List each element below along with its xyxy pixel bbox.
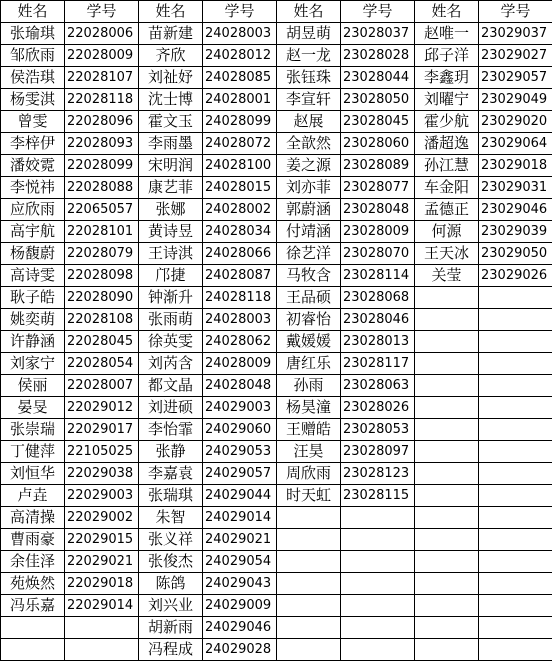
name-cell[interactable]: 刘兴业	[139, 595, 203, 617]
name-cell[interactable]: 马牧含	[277, 265, 341, 287]
student-id-cell[interactable]: 23028070	[341, 243, 415, 265]
name-cell[interactable]	[277, 573, 341, 595]
name-cell[interactable]: 赵展	[277, 111, 341, 133]
student-id-cell[interactable]	[479, 309, 552, 331]
name-cell[interactable]: 王天冰	[415, 243, 479, 265]
name-cell[interactable]: 时天虹	[277, 485, 341, 507]
table-row	[1, 529, 552, 551]
student-id-cell[interactable]: 24029043	[203, 573, 277, 595]
table-row	[1, 287, 552, 309]
name-cell[interactable]: 刘芮含	[139, 353, 203, 375]
student-id-cell[interactable]	[65, 617, 139, 639]
header-cell-name[interactable]: 姓名	[277, 1, 341, 23]
student-id-cell[interactable]: 23029049	[479, 89, 552, 111]
student-id-cell[interactable]: 24028003	[203, 309, 277, 331]
name-cell[interactable]: 李宣轩	[277, 89, 341, 111]
name-cell[interactable]	[415, 441, 479, 463]
name-cell[interactable]: 王诗淇	[139, 243, 203, 265]
name-cell[interactable]	[415, 617, 479, 639]
student-id-cell[interactable]: 24029046	[203, 617, 277, 639]
student-id-cell[interactable]: 23028115	[341, 485, 415, 507]
name-cell[interactable]: 张崇瑞	[1, 419, 65, 441]
table-row	[1, 111, 552, 133]
student-id-cell[interactable]: 23028046	[341, 309, 415, 331]
student-id-cell[interactable]: 24028012	[203, 45, 277, 67]
student-id-cell[interactable]: 23028044	[341, 67, 415, 89]
header-cell-id[interactable]: 学号	[341, 1, 415, 23]
student-id-cell[interactable]: 22029014	[65, 595, 139, 617]
table-row	[1, 441, 552, 463]
student-id-cell[interactable]	[341, 529, 415, 551]
table-row	[1, 331, 552, 353]
name-cell[interactable]: 车金阳	[415, 177, 479, 199]
student-id-cell[interactable]: 23028060	[341, 133, 415, 155]
name-cell[interactable]: 刘祉妤	[139, 67, 203, 89]
student-id-cell[interactable]: 23028009	[341, 221, 415, 243]
student-id-cell[interactable]: 24028100	[203, 155, 277, 177]
student-id-cell[interactable]: 22028006	[65, 23, 139, 45]
student-id-cell[interactable]: 22029021	[65, 551, 139, 573]
name-cell[interactable]: 刘曜宁	[415, 89, 479, 111]
student-id-cell[interactable]	[341, 595, 415, 617]
student-id-cell[interactable]	[479, 573, 552, 595]
student-id-cell[interactable]	[341, 551, 415, 573]
table-row	[1, 617, 552, 639]
student-id-cell[interactable]: 22028118	[65, 89, 139, 111]
name-cell[interactable]: 潘姣霓	[1, 155, 65, 177]
name-cell[interactable]	[415, 551, 479, 573]
name-cell[interactable]: 李梓伊	[1, 133, 65, 155]
table-row	[1, 507, 552, 529]
name-cell[interactable]: 侯浩琪	[1, 67, 65, 89]
name-cell[interactable]	[415, 529, 479, 551]
student-id-cell[interactable]	[479, 375, 552, 397]
student-id-cell[interactable]	[341, 617, 415, 639]
name-cell[interactable]: 邝捷	[139, 265, 203, 287]
name-cell[interactable]: 潘超逸	[415, 133, 479, 155]
name-cell[interactable]: 徐英雯	[139, 331, 203, 353]
student-id-cell[interactable]: 23028053	[341, 419, 415, 441]
student-id-cell[interactable]: 22028007	[65, 375, 139, 397]
student-id-cell[interactable]: 23028077	[341, 177, 415, 199]
name-cell[interactable]: 张瑞琪	[139, 485, 203, 507]
name-cell[interactable]: 胡新雨	[139, 617, 203, 639]
student-id-cell[interactable]: 22028099	[65, 155, 139, 177]
name-cell[interactable]: 应欣雨	[1, 199, 65, 221]
student-id-cell[interactable]	[341, 573, 415, 595]
student-id-cell[interactable]	[341, 507, 415, 529]
student-id-cell[interactable]: 23029064	[479, 133, 552, 155]
name-cell[interactable]: 冯程成	[139, 639, 203, 661]
name-cell[interactable]: 齐欣	[139, 45, 203, 67]
name-cell[interactable]: 黄诗昱	[139, 221, 203, 243]
student-id-cell[interactable]: 24028001	[203, 89, 277, 111]
name-cell[interactable]	[277, 551, 341, 573]
student-id-cell[interactable]: 23029027	[479, 45, 552, 67]
name-cell[interactable]: 刘进硕	[139, 397, 203, 419]
student-id-cell[interactable]	[479, 639, 552, 661]
student-id-cell[interactable]: 24029060	[203, 419, 277, 441]
student-id-cell[interactable]: 24029054	[203, 551, 277, 573]
student-id-cell[interactable]: 23028117	[341, 353, 415, 375]
name-cell[interactable]	[415, 287, 479, 309]
student-id-cell[interactable]: 23029057	[479, 67, 552, 89]
student-id-cell[interactable]: 22105025	[65, 441, 139, 463]
name-cell[interactable]	[1, 617, 65, 639]
table-body	[1, 23, 552, 661]
name-cell[interactable]: 冯乐嘉	[1, 595, 65, 617]
name-cell[interactable]	[415, 463, 479, 485]
header-cell-name[interactable]: 姓名	[415, 1, 479, 23]
name-cell[interactable]: 张娜	[139, 199, 203, 221]
student-id-cell[interactable]: 24029014	[203, 507, 277, 529]
name-cell[interactable]: 邱子洋	[415, 45, 479, 67]
student-id-cell[interactable]	[479, 397, 552, 419]
student-id-cell[interactable]: 22029002	[65, 507, 139, 529]
name-cell[interactable]	[415, 375, 479, 397]
name-cell[interactable]	[277, 529, 341, 551]
student-id-cell[interactable]: 24029028	[203, 639, 277, 661]
name-cell[interactable]: 孙江慧	[415, 155, 479, 177]
name-cell[interactable]: 张雨萌	[139, 309, 203, 331]
student-id-cell[interactable]	[479, 419, 552, 441]
student-id-cell[interactable]: 22028101	[65, 221, 139, 243]
student-id-cell[interactable]	[479, 331, 552, 353]
name-cell[interactable]: 刘恒华	[1, 463, 65, 485]
header-cell-id[interactable]: 学号	[479, 1, 552, 23]
table-row	[1, 45, 552, 67]
student-id-cell[interactable]: 23028050	[341, 89, 415, 111]
name-cell[interactable]: 霍少航	[415, 111, 479, 133]
name-cell[interactable]: 霍文玉	[139, 111, 203, 133]
student-id-cell[interactable]: 24028034	[203, 221, 277, 243]
name-cell[interactable]: 孙雨	[277, 375, 341, 397]
name-cell[interactable]: 都文晶	[139, 375, 203, 397]
name-cell[interactable]: 张静	[139, 441, 203, 463]
name-cell[interactable]: 陈鸽	[139, 573, 203, 595]
name-cell[interactable]: 丁健萍	[1, 441, 65, 463]
student-id-cell[interactable]	[479, 529, 552, 551]
name-cell[interactable]: 初睿怡	[277, 309, 341, 331]
name-cell[interactable]: 钟渐升	[139, 287, 203, 309]
name-cell[interactable]: 张俊杰	[139, 551, 203, 573]
name-cell[interactable]	[415, 639, 479, 661]
student-id-cell[interactable]: 22029003	[65, 485, 139, 507]
name-cell[interactable]: 张义祥	[139, 529, 203, 551]
table-row	[1, 573, 552, 595]
student-id-cell[interactable]: 23028048	[341, 199, 415, 221]
student-id-cell[interactable]: 23028026	[341, 397, 415, 419]
name-cell[interactable]: 王品硕	[277, 287, 341, 309]
student-id-cell[interactable]: 23028123	[341, 463, 415, 485]
name-cell[interactable]: 苑焕然	[1, 573, 65, 595]
student-id-cell[interactable]: 23029050	[479, 243, 552, 265]
student-id-cell[interactable]: 22029012	[65, 397, 139, 419]
student-id-cell[interactable]	[341, 639, 415, 661]
student-id-cell[interactable]: 22028093	[65, 133, 139, 155]
name-cell[interactable]: 曹雨豪	[1, 529, 65, 551]
table-row	[1, 177, 552, 199]
table-row	[1, 23, 552, 45]
name-cell[interactable]: 杨雯淇	[1, 89, 65, 111]
name-cell[interactable]: 郭蔚涵	[277, 199, 341, 221]
student-id-cell[interactable]: 24028003	[203, 23, 277, 45]
name-cell[interactable]: 胡昱萌	[277, 23, 341, 45]
student-id-cell[interactable]: 22028045	[65, 331, 139, 353]
student-id-cell[interactable]: 22029038	[65, 463, 139, 485]
student-id-cell[interactable]: 22029015	[65, 529, 139, 551]
name-cell[interactable]: 康艺菲	[139, 177, 203, 199]
name-cell[interactable]: 姚奕萌	[1, 309, 65, 331]
header-cell-id[interactable]: 学号	[203, 1, 277, 23]
student-id-cell[interactable]: 24028015	[203, 177, 277, 199]
name-cell[interactable]	[415, 573, 479, 595]
name-cell[interactable]: 关莹	[415, 265, 479, 287]
name-cell[interactable]	[415, 485, 479, 507]
name-cell[interactable]: 侯丽	[1, 375, 65, 397]
name-cell[interactable]: 宋明润	[139, 155, 203, 177]
name-cell[interactable]: 赵一龙	[277, 45, 341, 67]
table-row	[1, 375, 552, 397]
name-cell[interactable]	[415, 595, 479, 617]
student-id-cell[interactable]: 23028068	[341, 287, 415, 309]
name-cell[interactable]: 李鑫玥	[415, 67, 479, 89]
student-id-cell[interactable]: 23029031	[479, 177, 552, 199]
student-id-cell[interactable]: 22028107	[65, 67, 139, 89]
student-id-cell[interactable]: 22028009	[65, 45, 139, 67]
name-cell[interactable]	[415, 397, 479, 419]
student-id-cell[interactable]: 23028045	[341, 111, 415, 133]
name-cell[interactable]: 付靖涵	[277, 221, 341, 243]
student-id-cell[interactable]: 22028090	[65, 287, 139, 309]
student-id-cell[interactable]: 24028048	[203, 375, 277, 397]
table-row	[1, 639, 552, 661]
name-cell[interactable]: 杨昊潼	[277, 397, 341, 419]
table-row	[1, 353, 552, 375]
name-cell[interactable]	[1, 639, 65, 661]
table-row	[1, 397, 552, 419]
student-id-cell[interactable]	[479, 485, 552, 507]
name-cell[interactable]: 李怡霏	[139, 419, 203, 441]
student-id-cell[interactable]: 22028096	[65, 111, 139, 133]
table-row	[1, 309, 552, 331]
name-cell[interactable]	[415, 419, 479, 441]
table-row	[1, 595, 552, 617]
name-cell[interactable]: 高清操	[1, 507, 65, 529]
header-cell-id[interactable]: 学号	[65, 1, 139, 23]
name-cell[interactable]: 李嘉袁	[139, 463, 203, 485]
student-id-cell[interactable]: 24028002	[203, 199, 277, 221]
student-id-cell[interactable]: 23028013	[341, 331, 415, 353]
student-id-cell[interactable]: 23028089	[341, 155, 415, 177]
table-row	[1, 221, 552, 243]
student-id-cell[interactable]: 22029017	[65, 419, 139, 441]
name-cell[interactable]: 汪昊	[277, 441, 341, 463]
name-cell[interactable]: 周欣雨	[277, 463, 341, 485]
table-row	[1, 89, 552, 111]
name-cell[interactable]: 李雨墨	[139, 133, 203, 155]
name-cell[interactable]: 王赠皓	[277, 419, 341, 441]
student-id-cell[interactable]: 24028118	[203, 287, 277, 309]
student-id-cell[interactable]	[479, 507, 552, 529]
student-id-cell[interactable]: 23029037	[479, 23, 552, 45]
name-cell[interactable]: 张瑜琪	[1, 23, 65, 45]
name-cell[interactable]	[277, 639, 341, 661]
student-id-cell[interactable]: 24028062	[203, 331, 277, 353]
student-id-cell[interactable]: 24028099	[203, 111, 277, 133]
name-cell[interactable]: 卢垚	[1, 485, 65, 507]
student-id-cell[interactable]: 23029020	[479, 111, 552, 133]
name-cell[interactable]: 张钰珠	[277, 67, 341, 89]
student-id-cell[interactable]: 22028079	[65, 243, 139, 265]
student-id-cell[interactable]	[479, 617, 552, 639]
student-id-cell[interactable]: 23029039	[479, 221, 552, 243]
table-row	[1, 243, 552, 265]
name-cell[interactable]: 姜之源	[277, 155, 341, 177]
student-id-cell[interactable]	[479, 441, 552, 463]
table-row	[1, 485, 552, 507]
student-id-cell[interactable]: 22028088	[65, 177, 139, 199]
table-row	[1, 463, 552, 485]
header-cell-name[interactable]: 姓名	[139, 1, 203, 23]
student-id-cell[interactable]: 24029021	[203, 529, 277, 551]
name-cell[interactable]: 孟德正	[415, 199, 479, 221]
name-cell[interactable]: 李悦祎	[1, 177, 65, 199]
name-cell[interactable]: 杨馥蔚	[1, 243, 65, 265]
name-cell[interactable]: 耿子皓	[1, 287, 65, 309]
name-cell[interactable]: 徐艺洋	[277, 243, 341, 265]
name-cell[interactable]	[415, 309, 479, 331]
name-cell[interactable]: 赵唯一	[415, 23, 479, 45]
student-id-cell[interactable]	[479, 595, 552, 617]
student-id-cell[interactable]: 23028028	[341, 45, 415, 67]
name-cell[interactable]: 余佳泽	[1, 551, 65, 573]
name-cell[interactable]	[415, 331, 479, 353]
name-cell[interactable]: 刘亦菲	[277, 177, 341, 199]
name-cell[interactable]	[277, 595, 341, 617]
name-cell[interactable]: 唐红乐	[277, 353, 341, 375]
student-id-cell[interactable]: 24029053	[203, 441, 277, 463]
table-row	[1, 419, 552, 441]
student-id-cell[interactable]: 22028098	[65, 265, 139, 287]
student-id-cell[interactable]	[479, 551, 552, 573]
header-cell-name[interactable]: 姓名	[1, 1, 65, 23]
student-id-cell[interactable]: 23029046	[479, 199, 552, 221]
student-id-cell[interactable]: 24028085	[203, 67, 277, 89]
student-id-cell[interactable]: 22028108	[65, 309, 139, 331]
student-id-cell[interactable]	[65, 639, 139, 661]
name-cell[interactable]: 沈士博	[139, 89, 203, 111]
student-id-cell[interactable]	[479, 463, 552, 485]
student-id-cell[interactable]: 22028054	[65, 353, 139, 375]
table-row	[1, 67, 552, 89]
student-id-cell[interactable]: 22029018	[65, 573, 139, 595]
name-cell[interactable]: 戴媛媛	[277, 331, 341, 353]
table-row	[1, 551, 552, 573]
name-cell[interactable]	[415, 507, 479, 529]
student-id-cell[interactable]: 24029057	[203, 463, 277, 485]
student-id-cell[interactable]: 24028087	[203, 265, 277, 287]
name-cell[interactable]: 苗新建	[139, 23, 203, 45]
name-cell[interactable]	[277, 507, 341, 529]
student-id-cell[interactable]: 23028114	[341, 265, 415, 287]
name-cell[interactable]	[415, 353, 479, 375]
name-cell[interactable]: 晏旻	[1, 397, 65, 419]
student-id-cell[interactable]: 24029009	[203, 595, 277, 617]
name-cell[interactable]	[277, 617, 341, 639]
name-cell[interactable]: 全歆然	[277, 133, 341, 155]
student-id-cell[interactable]	[479, 287, 552, 309]
name-cell[interactable]: 邹欣雨	[1, 45, 65, 67]
student-id-cell[interactable]: 22065057	[65, 199, 139, 221]
student-id-cell[interactable]	[479, 353, 552, 375]
name-cell[interactable]: 何源	[415, 221, 479, 243]
table-row	[1, 133, 552, 155]
name-cell[interactable]: 许静涵	[1, 331, 65, 353]
name-cell[interactable]: 高宇航	[1, 221, 65, 243]
student-id-cell[interactable]: 24028072	[203, 133, 277, 155]
student-id-cell[interactable]: 24029003	[203, 397, 277, 419]
student-id-cell[interactable]: 24028066	[203, 243, 277, 265]
name-cell[interactable]: 刘家宁	[1, 353, 65, 375]
name-cell[interactable]: 朱智	[139, 507, 203, 529]
table-row	[1, 199, 552, 221]
student-id-cell[interactable]: 23029018	[479, 155, 552, 177]
name-cell[interactable]: 曾雯	[1, 111, 65, 133]
student-id-cell[interactable]: 23029026	[479, 265, 552, 287]
name-cell[interactable]: 高诗雯	[1, 265, 65, 287]
student-id-cell[interactable]: 24029044	[203, 485, 277, 507]
student-id-cell[interactable]: 23028063	[341, 375, 415, 397]
student-id-cell[interactable]: 23028037	[341, 23, 415, 45]
table-row	[1, 265, 552, 287]
table-row	[1, 155, 552, 177]
header-row	[1, 1, 552, 23]
student-id-cell[interactable]: 23028097	[341, 441, 415, 463]
student-id-cell[interactable]: 24028009	[203, 353, 277, 375]
